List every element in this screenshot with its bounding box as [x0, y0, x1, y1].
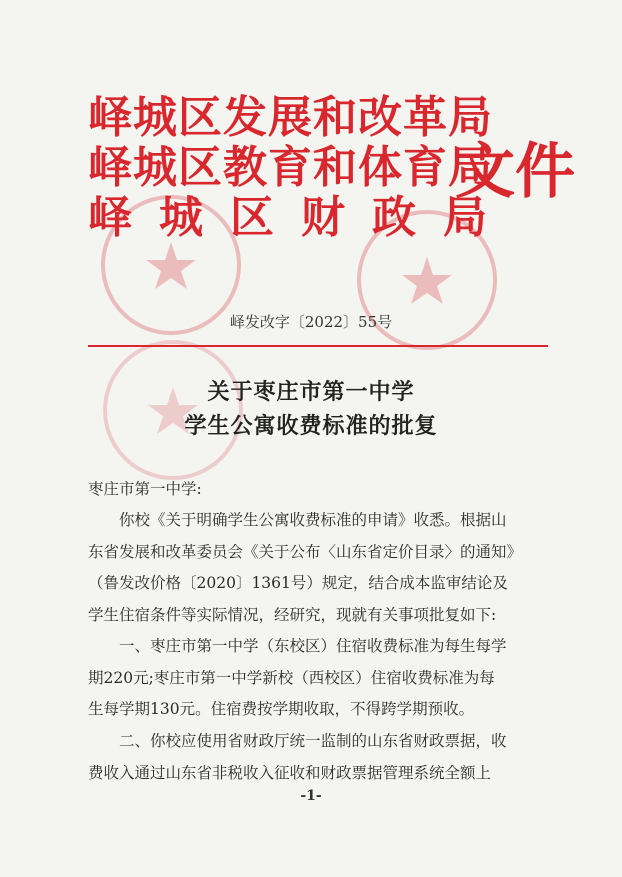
addressee: 枣庄市第一中学: — [88, 480, 202, 498]
text-line: 一、枣庄市第一中学（东校区）住宿收费标准为每生每学 — [88, 637, 507, 655]
text-line: 期220元;枣庄市第一中学新校（西校区）住宿收费标准为每 — [88, 668, 495, 687]
text-line: 你校《关于明确学生公寓收费标准的申请》收悉。根据山 — [88, 511, 507, 529]
paragraph-2 — [88, 631, 548, 726]
text-line: 生每学期130元。住宿费按学期收取，不得跨学期预收。 — [88, 700, 475, 718]
paragraph-3 — [88, 726, 548, 789]
text-line: 东省发展和改革委员会《关于公布〈山东省定价目录〉的通知》 — [88, 542, 523, 561]
document-title-line-2: 学生公寓收费标准的批复 — [184, 413, 438, 439]
red-divider-line — [88, 345, 548, 347]
text-line: （鲁发改价格〔2020〕1361号）规定，结合成本监审结论及 — [88, 574, 508, 592]
paragraph-1 — [88, 505, 548, 631]
text-line: 费收入通过山东省非税收入征收和财政票据管理系统全额上 — [88, 763, 492, 782]
page-number: -1- — [300, 788, 322, 804]
org-name-2: 峄城区教育和体育局 — [88, 142, 493, 193]
org-name-1: 峄城区发展和改革局 — [88, 92, 493, 143]
document-number: 峄发改字〔2022〕55号 — [229, 313, 393, 331]
text-line: 二、你校应使用省财政厅统一监制的山东省财政票据，收 — [88, 732, 507, 750]
document-title-line-1: 关于枣庄市第一中学 — [207, 379, 415, 405]
org-name-3: 峄城区财政局 — [88, 192, 514, 243]
issuing-organizations — [88, 92, 514, 243]
text-line: 学生住宿条件等实际情况，经研究，现就有关事项批复如下: — [88, 605, 497, 624]
document-type: 文件 — [455, 137, 575, 207]
